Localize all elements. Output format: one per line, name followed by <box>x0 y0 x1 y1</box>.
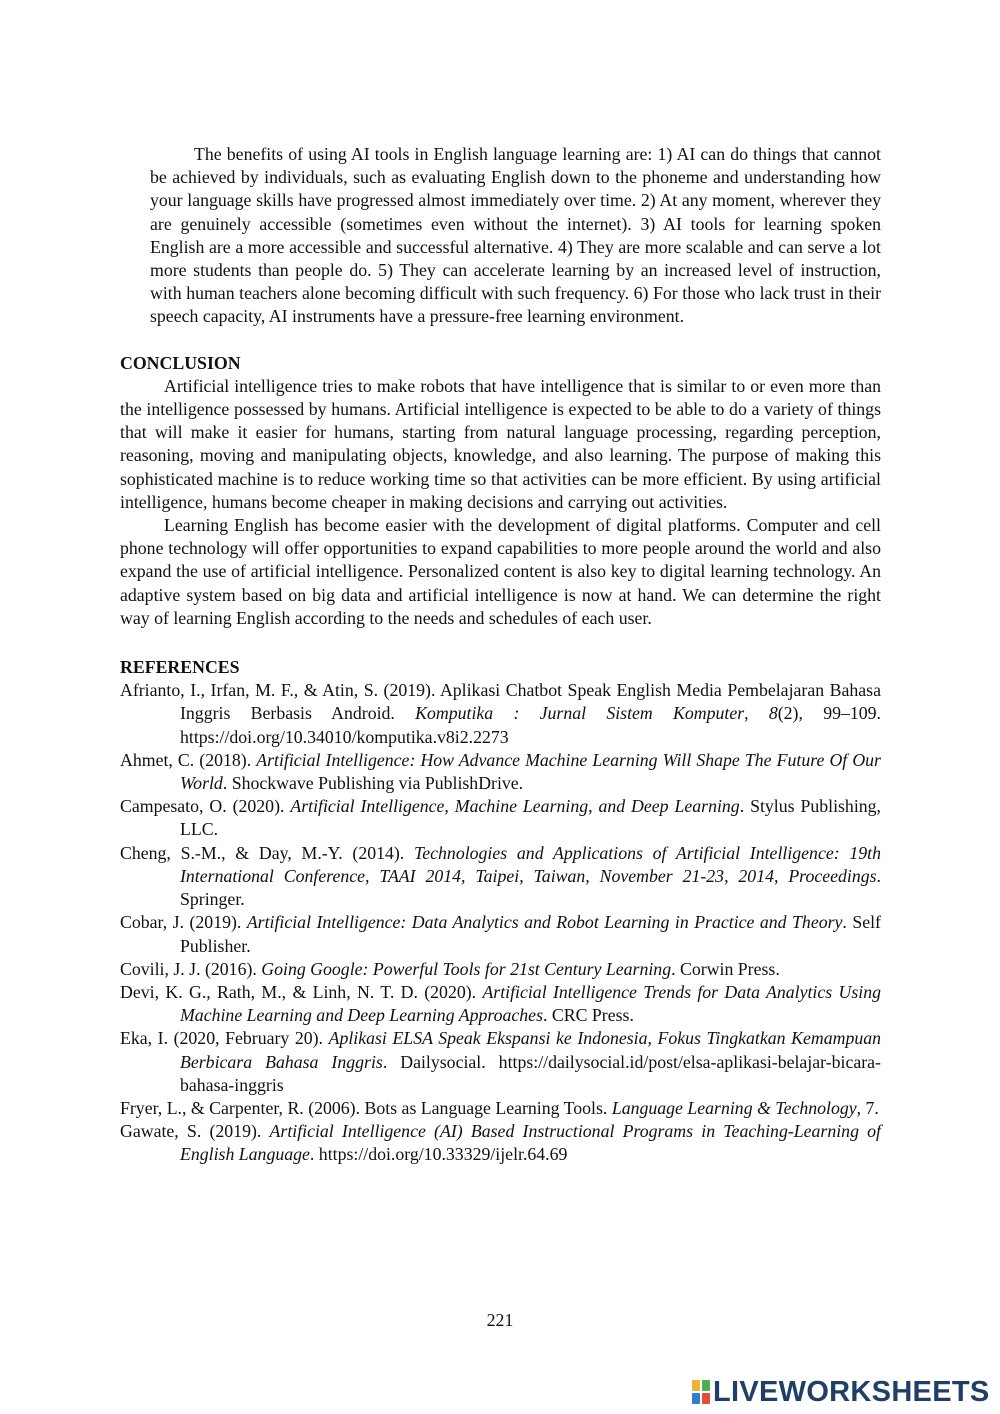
reference-italic: Artificial Intelligence Trends for Data Analytics Using Machine Learning and Deep Learning Approaches <box>180 981 881 1026</box>
reference-pre: Fryer, L., & Carpenter, R. (2006). Bots as Language Learning Tools. <box>120 1097 612 1118</box>
reference-post: . Shockwave Publishing via PublishDrive. <box>222 773 524 794</box>
logo-blocks-icon <box>692 1380 710 1404</box>
reference-italic: Technologies and Applications of Artificial Intelligence: 19th International Conference, TAAI 2014, Taipei, Taiwan, November 21-23, 2014, Proceedings <box>180 842 881 886</box>
reference-italic2: 8 <box>768 703 778 724</box>
reference-post: . Self Publisher. <box>180 912 881 956</box>
reference-italic: Going Google: Powerful Tools for 21st Century Learning <box>261 958 672 979</box>
reference-italic: Language Learning & Technology <box>611 1097 857 1118</box>
intro-paragraph: The benefits of using AI tools in English language learning are: 1) AI can do things that cannot be achieved by individuals, such as evaluating English down to the phoneme and understanding how your language skills have progressed almost immediately over time. 2) At any moment, wherever they are genuinely accessible (sometimes even without the internet). 3) AI tools for learning spoken English are a more accessible and successful alternative. 4) They are more scalable and can serve a lot more students than people do. 5) They can accelerate learning by an increased level of instruction, with human teachers alone becoming difficult with such frequency. 6) For those who lack trust in their speech capacity, AI instruments have a pressure-free learning environment. <box>150 144 881 327</box>
reference-item <box>120 679 881 749</box>
reference-pre: Gawate, S. (2019). <box>120 1121 270 1142</box>
reference-italic: Artificial Intelligence (AI) Based Instructional Programs in Teaching-Learning of English Language <box>180 1121 881 1165</box>
reference-pre: Ahmet, C. (2018). <box>120 749 257 770</box>
conclusion-heading: CONCLUSION <box>120 352 241 373</box>
document-page <box>120 143 881 1167</box>
reference-item <box>120 981 881 1027</box>
logo-text: LIVEWORKSHEETS <box>713 1375 990 1408</box>
reference-italic: Artificial Intelligence, Machine Learning, and Deep Learning <box>290 796 740 817</box>
reference-post: , 7. <box>856 1097 879 1118</box>
reference-post: . https://doi.org/10.33329/ijelr.64.69 <box>309 1144 568 1165</box>
reference-post: . Dailysocial. https://dailysocial.id/post/elsa-aplikasi-belajar-bicara-bahasa-inggris <box>180 1051 881 1095</box>
reference-pre: Afrianto, I., Irfan, M. F., & Atin, S. (2019). Aplikasi Chatbot Speak English Media Pembelajaran Bahasa Inggris Berbasis Android. <box>120 680 881 724</box>
reference-post: . CRC Press. <box>543 1005 634 1026</box>
reference-pre: Cheng, S.-M., & Day, M.-Y. (2014). <box>120 842 414 863</box>
reference-post: (2), 99–109. https://doi.org/10.34010/komputika.v8i2.2273 <box>180 703 881 747</box>
reference-post: . Stylus Publishing, LLC. <box>180 796 881 840</box>
conclusion-paragraph-2: Learning English has become easier with the development of digital platforms. Computer and cell phone technology will offer opportunities to expand capabilities to more people around the world and also expand the use of artificial intelligence. Personalized content is also key to digital learning technology. An adaptive system based on big data and artificial intelligence is now at hand. We can determine the right way of learning English according to the needs and schedules of each user. <box>120 515 881 628</box>
reference-list <box>120 679 881 1166</box>
reference-post: . Corwin Press. <box>671 958 780 979</box>
reference-mid: , <box>744 703 769 724</box>
reference-italic: Komputika : Jurnal Sistem Komputer <box>415 703 745 724</box>
reference-pre: Devi, K. G., Rath, M., & Linh, N. T. D. (2020). <box>120 981 483 1002</box>
references-heading: REFERENCES <box>120 657 240 678</box>
reference-post: . Springer. <box>180 865 881 910</box>
reference-italic: Artificial Intelligence: Data Analytics and Robot Learning in Practice and Theory <box>246 912 843 933</box>
reference-pre: Campesato, O. (2020). <box>120 796 291 817</box>
reference-item <box>120 958 881 981</box>
reference-pre: Covili, J. J. (2016). <box>120 958 262 979</box>
reference-italic: Aplikasi ELSA Speak Ekspansi ke Indonesia, Fokus Tingkatkan Kemampuan Berbicara Bahasa Inggris <box>180 1028 882 1072</box>
reference-pre: Eka, I. (2020, February 20). <box>120 1028 329 1049</box>
reference-pre: Cobar, J. (2019). <box>120 912 247 933</box>
page-number: 221 <box>486 1310 514 1330</box>
reference-item <box>120 911 881 957</box>
reference-item <box>120 842 881 912</box>
reference-italic: Artificial Intelligence: How Advance Machine Learning Will Shape The Future Of Our World <box>180 749 881 794</box>
reference-item <box>120 795 881 841</box>
conclusion-paragraph-1: Artificial intelligence tries to make robots that have intelligence that is similar to or even more than the intelligence possessed by humans. Artificial intelligence is expected to be able to do a variety of things that will make it easier for humans, starting from natural language processing, regarding perception, reasoning, moving and manipulating objects, knowledge, and also learning. The purpose of making this sophisticated machine is to reduce working time so that activities can be more efficient. By using artificial intelligence, humans become cheaper in making decisions and carrying out activities. <box>120 375 881 512</box>
reference-item <box>120 1120 881 1166</box>
reference-item <box>120 749 881 795</box>
reference-item <box>120 1027 881 1097</box>
reference-item <box>120 1097 881 1120</box>
liveworksheets-logo <box>692 1376 990 1408</box>
